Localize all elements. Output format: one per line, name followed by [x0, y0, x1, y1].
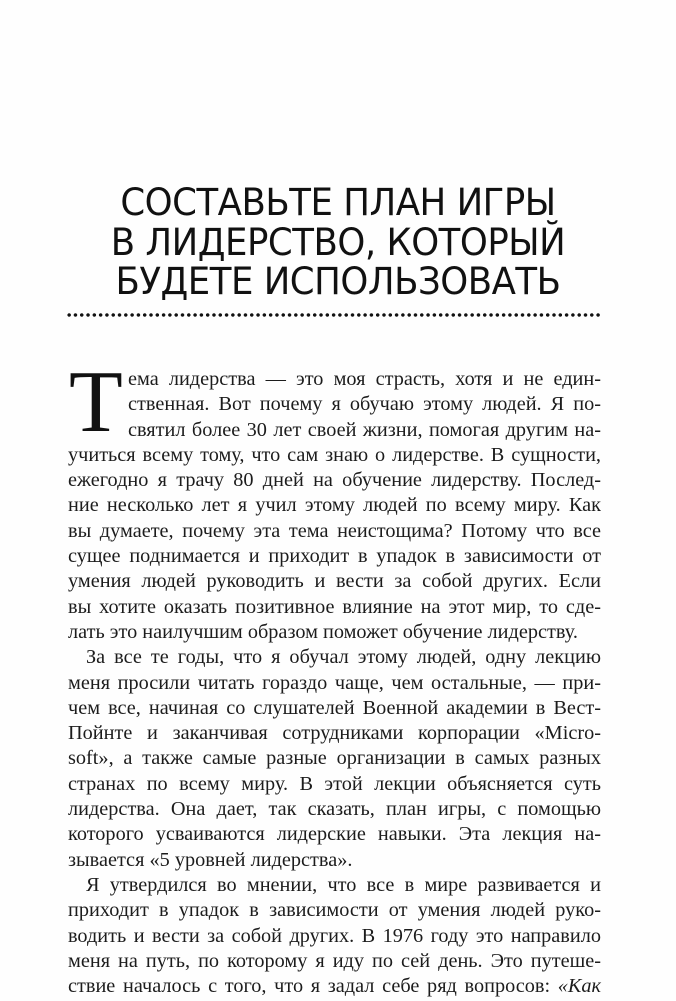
text-line: вы думаете, почему эта тема неистощима? Потому что все [68, 519, 601, 542]
text-line: сущее поднимается и приходит в упадок в зависимости от [68, 545, 601, 568]
text-line: Пойнте и заканчивая сотрудниками корпорации «Micro- [68, 722, 601, 745]
text-line: странах по всему миру. В этой лекции объясняется суть [68, 772, 601, 795]
text-line: лать это наилучшим образом поможет обучение лидерству. [68, 620, 578, 643]
text-line: учиться всему тому, что сам знаю о лидерстве. В сущности, [68, 443, 601, 466]
chapter-title-line-3: БУДЕТЕ ИСПОЛЬЗОВАТЬ [115, 260, 561, 303]
text-line: лидерства. Она дает, так сказать, план игры, с помощью [68, 798, 601, 821]
chapter-title-line-2: В ЛИДЕРСТВО, КОТОРЫЙ [110, 220, 566, 264]
text-line: ема лидерства — это моя страсть, хотя и не един- [128, 368, 601, 390]
text-line: ственная. Вот почему я обучаю этому людей. Я по- [128, 393, 601, 416]
text-line: которого усваиваются лидерские навыки. Эта лекция на- [68, 823, 601, 846]
text-line: ние несколько лет я учил этому людей по всему миру. Как [68, 494, 601, 517]
text-line-final-main: ствие началось с того, что я задал себе ряд вопросов: [68, 975, 558, 998]
drop-cap: Т [69, 354, 123, 451]
text-line: меня на путь, по которому я иду по сей день. Это путеше- [68, 949, 601, 972]
text-line: За все те годы, что я обучал этому людей, одну лекцию [86, 646, 601, 669]
text-line: меня просили читать гораздо чаще, чем остальные, — при- [68, 671, 601, 694]
text-line: ежегодно я трачу 80 дней на обучение лидерству. Послед- [68, 469, 601, 492]
text-line: приходит в упадок в зависимости от умения людей руко- [68, 899, 601, 922]
dotted-divider [66, 312, 601, 318]
text-line-final [68, 974, 601, 999]
chapter-title [71, 183, 605, 302]
text-line: вы хотите оказать позитивное влияние на этот мир, то сде- [68, 595, 601, 618]
body-text [68, 354, 601, 999]
chapter-title-line-1: СОСТАВЬТЕ ПЛАН ИГРЫ [120, 181, 556, 224]
text-line: soft», а также самые разные организации в самых разных [68, 747, 601, 770]
text-line: Я утвердился во мнении, что все в мире развивается и [86, 873, 601, 896]
italic-quote-start: «Как [557, 975, 601, 998]
text-line: водить и вести за собой других. В 1976 году это направило [68, 924, 601, 947]
text-line: зывается «5 уровней лидерства». [68, 848, 353, 871]
text-line: чем все, начиная со слушателей Военной академии в Вест- [68, 696, 601, 719]
text-line: святил более 30 лет своей жизни, помогая другим на- [128, 418, 601, 441]
text-line: умения людей руководить и вести за собой других. Если [68, 570, 601, 593]
